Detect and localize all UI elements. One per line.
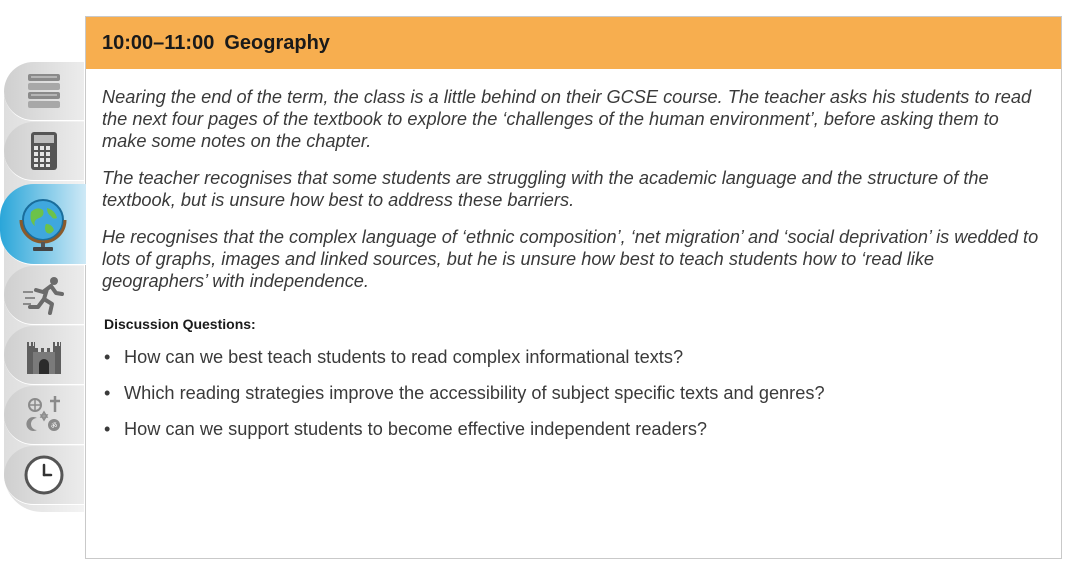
discussion-list <box>102 346 1041 440</box>
subject-sidebar <box>0 62 86 512</box>
runner-icon <box>21 272 67 318</box>
list-item <box>104 418 1041 440</box>
list-item <box>104 382 1041 404</box>
list-item <box>104 346 1041 368</box>
discussion-question: How can we best teach students to read complex informational texts? <box>124 347 684 367</box>
clock-icon <box>21 452 67 498</box>
tab-pe[interactable] <box>4 266 84 325</box>
tab-books[interactable] <box>4 62 84 121</box>
scenario-paragraph: He recognises that the complex language of ‘ethnic composition’, ‘net migration’ and ‘social deprivation’ is wedded to lots of graphs, images and linked sources, but he is unsure how best to teach students how to ‘read like geographers’ with independence. <box>102 227 1039 291</box>
globe-icon <box>13 194 73 254</box>
discussion-heading: Discussion Questions: <box>104 316 256 332</box>
tab-timetable[interactable] <box>4 446 84 505</box>
discussion-question: Which reading strategies improve the accessibility of subject specific texts and genres? <box>124 383 825 403</box>
bullet-icon: • <box>104 419 111 439</box>
lesson-body <box>86 69 1061 440</box>
religious-symbols-icon <box>21 392 67 438</box>
discussion-question: How can we support students to become effective independent readers? <box>124 419 708 439</box>
lesson-subject: Geography <box>224 31 330 54</box>
lesson-time: 10:00–11:00 <box>102 31 215 54</box>
tab-history[interactable] <box>4 326 84 385</box>
lesson-card <box>85 16 1062 559</box>
tab-maths[interactable] <box>4 122 84 181</box>
bullet-icon: • <box>104 347 111 367</box>
lesson-header <box>86 17 1061 69</box>
tab-religious-studies[interactable] <box>4 386 84 445</box>
lesson-title <box>102 32 330 55</box>
tab-geography[interactable] <box>0 184 86 265</box>
bullet-icon: • <box>104 383 111 403</box>
calculator-icon <box>21 128 67 174</box>
svg-text:ॐ: ॐ <box>50 422 58 430</box>
books-icon <box>21 68 67 114</box>
castle-icon <box>21 332 67 378</box>
scenario-paragraph: The teacher recognises that some students are struggling with the academic language and the structure of the textbook, but is unsure how best to address these barriers. <box>102 168 989 210</box>
scenario-paragraph: Nearing the end of the term, the class is a little behind on their GCSE course. The teacher asks his students to read the next four pages of the textbook to explore the ‘challenges of the human environment’, before asking them to make some notes on the chapter. <box>102 87 1032 151</box>
